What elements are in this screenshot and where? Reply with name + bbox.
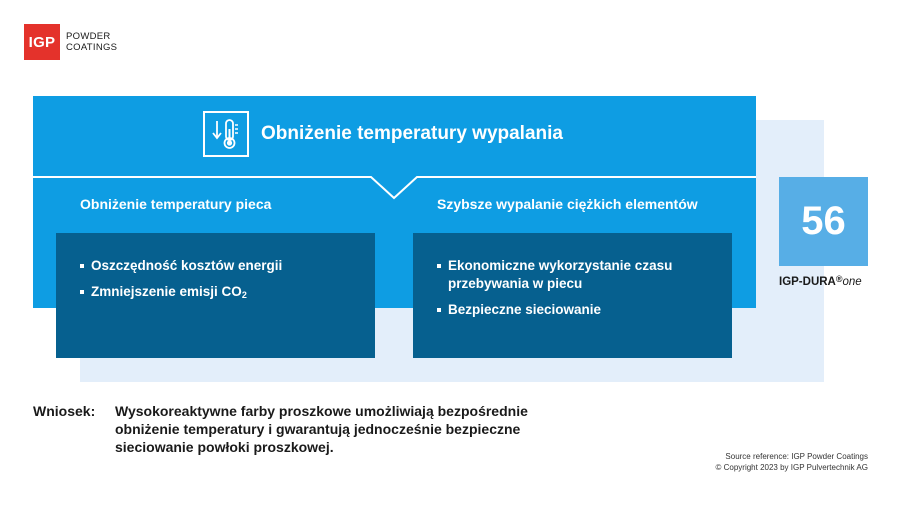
registered-mark: ® bbox=[835, 274, 843, 284]
product-name bbox=[779, 274, 862, 288]
logo-line-1: POWDER bbox=[66, 31, 111, 42]
product-name-main: IGP-DURA bbox=[779, 276, 836, 288]
logo-wordmark bbox=[66, 31, 117, 53]
product-number-badge: 56 bbox=[779, 177, 868, 266]
section-title bbox=[203, 110, 563, 158]
conclusion-label: Wniosek: bbox=[33, 403, 96, 419]
conclusion-text: Wysokoreaktywne farby proszkowe umożliwiają bezpośrednie obniżenie temperatury i gwarantują jednocześnie bezpieczne sieciowanie powłoki proszkowej. bbox=[115, 403, 528, 455]
column-heading-furnace: Obniżenie temperatury pieca bbox=[80, 196, 272, 212]
bullet-safe-curing: Bezpieczne sieciowanie bbox=[437, 301, 712, 319]
bullet-dwell-time: Ekonomiczne wykorzystanie czasu przebywania w piecu bbox=[437, 257, 712, 293]
title-text: Obniżenie temperatury wypalania bbox=[261, 123, 563, 144]
product-suffix: one bbox=[842, 276, 862, 288]
source-reference: Source reference: IGP Powder Coatings bbox=[725, 452, 868, 461]
co2-subscript: 2 bbox=[241, 290, 247, 300]
conclusion bbox=[33, 402, 593, 456]
copyright: © Copyright 2023 by IGP Pulvertechnik AG bbox=[715, 463, 868, 472]
bullet-energy-savings: Oszczędność kosztów energii bbox=[80, 257, 355, 275]
column-heading-heavy-parts: Szybsze wypalanie ciężkich elementów bbox=[437, 196, 698, 212]
logo-mark: IGP bbox=[24, 24, 60, 60]
benefits-box-furnace bbox=[56, 233, 375, 358]
benefits-box-heavy-parts bbox=[413, 233, 732, 358]
co2-text: Zmniejszenie emisji CO bbox=[91, 284, 242, 299]
footer bbox=[716, 451, 869, 473]
logo-line-2: COATINGS bbox=[66, 42, 118, 53]
igp-logo bbox=[24, 24, 117, 60]
bullet-co2-reduction bbox=[80, 283, 355, 304]
thermometer-down-icon bbox=[203, 111, 249, 157]
